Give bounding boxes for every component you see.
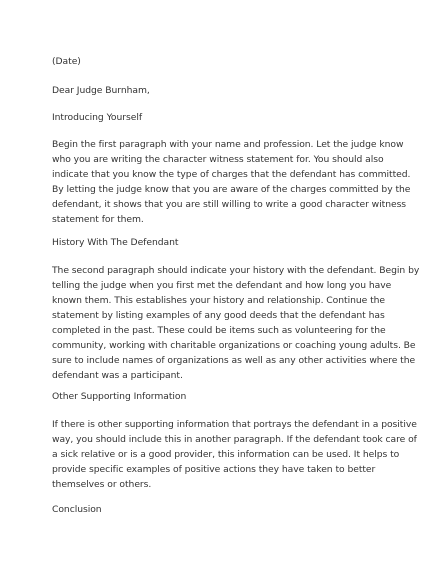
paragraph-line: The second paragraph should indicate your history with the defendant. Begin by bbox=[52, 265, 420, 276]
paragraph-line: statement by listing examples of any good deeds that the defendant has bbox=[52, 310, 385, 321]
paragraph-line: defendant, it shows that you are still willing to write a good character witness bbox=[52, 199, 407, 210]
paragraph-line: indicate that you know the type of charges that the defendant has committed. bbox=[52, 169, 411, 180]
paragraph-other-supporting-information bbox=[52, 417, 417, 492]
paragraph-history-with-defendant bbox=[52, 263, 420, 383]
heading-introducing-yourself: Introducing Yourself bbox=[52, 112, 143, 123]
paragraph-line: who you are writing the character witness statement for. You should also bbox=[52, 154, 384, 165]
paragraph-line: community, working with charitable organizations or coaching young adults. Be bbox=[52, 340, 416, 351]
paragraph-line: statement for them. bbox=[52, 214, 144, 225]
paragraph-line: known them. This establishes your history and relationship. Continue the bbox=[52, 295, 386, 306]
date-placeholder: (Date) bbox=[52, 56, 81, 67]
paragraph-introducing-yourself bbox=[52, 137, 411, 227]
paragraph-line: defendant was a participant. bbox=[52, 370, 183, 381]
salutation: Dear Judge Burnham, bbox=[52, 85, 150, 96]
paragraph-line: If there is other supporting information that portrays the defendant in a positive bbox=[52, 419, 417, 430]
paragraph-line: themselves or others. bbox=[52, 479, 152, 490]
heading-other-supporting-information: Other Supporting Information bbox=[52, 391, 187, 402]
paragraph-line: Begin the first paragraph with your name and profession. Let the judge know bbox=[52, 139, 404, 150]
paragraph-line: way, you should include this in another paragraph. If the defendant took care of bbox=[52, 434, 417, 445]
paragraph-line: telling the judge when you first met the defendant and how long you have bbox=[52, 280, 392, 291]
paragraph-line: provide specific examples of positive actions they have taken to better bbox=[52, 464, 376, 475]
paragraph-line: By letting the judge know that you are aware of the charges committed by the bbox=[52, 184, 411, 195]
paragraph-line: completed in the past. These could be items such as volunteering for the bbox=[52, 325, 386, 336]
paragraph-line: a sick relative or is a good provider, this information can be used. It helps to bbox=[52, 449, 400, 460]
paragraph-line: sure to include names of organizations as well as any other activities where the bbox=[52, 355, 416, 366]
heading-history-with-defendant: History With The Defendant bbox=[52, 237, 179, 248]
heading-conclusion: Conclusion bbox=[52, 504, 102, 515]
